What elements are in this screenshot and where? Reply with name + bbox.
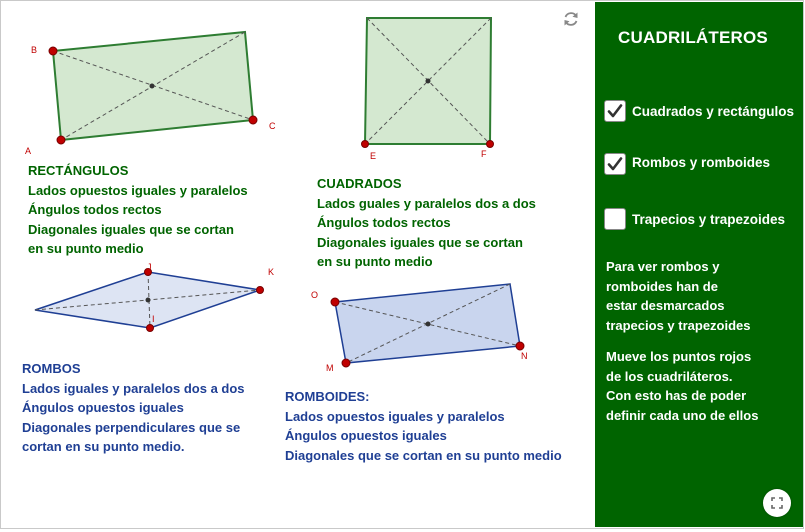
checkbox-rombos-romboides[interactable] <box>604 153 626 175</box>
rombos-heading: ROMBOS <box>22 361 81 376</box>
note-line: estar desmarcados <box>606 298 725 313</box>
check-icon <box>606 102 624 120</box>
point-c[interactable] <box>249 116 257 124</box>
rectangulos-line: Lados opuestos iguales y paralelos <box>28 182 248 198</box>
point-n[interactable] <box>516 342 524 350</box>
checkbox-cuadrados-rectangulos[interactable] <box>604 100 626 122</box>
rombos-block <box>22 359 245 457</box>
rectangulos-line: en su punto medio <box>28 241 144 256</box>
romboides-line: Lados opuestos iguales y paralelos <box>285 408 505 424</box>
label-f: F <box>481 149 487 159</box>
geometry-canvas[interactable] <box>5 2 593 527</box>
fullscreen-button[interactable] <box>763 489 791 517</box>
label-o: O <box>311 290 319 300</box>
romboides-heading: ROMBOIDES: <box>285 389 370 404</box>
checkbox-label[interactable]: Rombos y romboides <box>632 155 771 170</box>
point-k[interactable] <box>257 287 264 294</box>
fullscreen-icon <box>763 489 791 517</box>
point-m[interactable] <box>342 359 350 367</box>
rectangle-figure <box>53 32 253 140</box>
panel-note-1 <box>606 257 751 335</box>
rectangulos-line: Ángulos todos rectos <box>28 202 162 217</box>
label-a: A <box>25 146 32 156</box>
note-line: Con esto has de poder <box>606 388 747 403</box>
note-line: romboides han de <box>606 278 718 294</box>
label-e: E <box>370 151 377 161</box>
point-b[interactable] <box>49 47 57 55</box>
point-o[interactable] <box>331 298 339 306</box>
checkbox-label[interactable]: Trapecios y trapezoides <box>632 212 786 227</box>
square-figure <box>365 18 491 144</box>
note-line: definir cada uno de ellos <box>606 407 759 423</box>
cuadrados-heading: CUADRADOS <box>317 176 402 191</box>
rectangulos-block <box>28 161 248 259</box>
checkbox-trapecios-trapezoides[interactable] <box>604 208 626 230</box>
point-a[interactable] <box>57 136 65 144</box>
cuadrados-line: Lados guales y paralelos dos a dos <box>317 195 536 211</box>
cuadrados-block <box>317 174 536 272</box>
rectangulos-line: Diagonales iguales que se cortan <box>28 221 234 237</box>
romboides-block <box>285 387 562 465</box>
note-line: trapecios y trapezoides <box>606 317 751 333</box>
label-k: K <box>268 267 275 277</box>
point-e[interactable] <box>362 141 369 148</box>
label-b: B <box>31 45 38 55</box>
rhomboid-figure <box>335 284 520 363</box>
rombos-line: cortan en su punto medio. <box>22 439 185 454</box>
label-m: M <box>326 363 334 373</box>
rombos-line: Lados iguales y paralelos dos a dos <box>22 380 245 396</box>
panel-title: CUADRILÁTEROS <box>618 28 768 47</box>
cuadrados-line: Ángulos todos rectos <box>317 215 451 230</box>
romboides-line: Diagonales que se cortan en su punto medio <box>285 447 562 463</box>
point-f[interactable] <box>487 141 494 148</box>
rombos-line: Ángulos opuestos iguales <box>22 400 184 415</box>
note-line: Para ver rombos y <box>606 259 720 274</box>
romboides-line: Ángulos opuestos iguales <box>285 428 447 443</box>
panel-note-2 <box>606 347 758 425</box>
label-n: N <box>521 351 528 361</box>
cuadrados-line: Diagonales iguales que se cortan <box>317 234 523 250</box>
reset-icon[interactable] <box>562 10 580 33</box>
note-line: Mueve los puntos rojos <box>606 349 752 364</box>
rectangulos-heading: RECTÁNGULOS <box>28 163 129 178</box>
checkbox-label[interactable]: Cuadrados y rectángulos <box>632 104 795 119</box>
label-i: I <box>152 314 155 324</box>
rombos-line: Diagonales perpendiculares que se <box>22 419 241 435</box>
label-j: J <box>147 262 152 272</box>
cuadrados-line: en su punto medio <box>317 254 433 269</box>
check-icon <box>606 155 624 173</box>
note-line: de los cuadriláteros. <box>606 368 733 384</box>
control-panel <box>595 2 803 527</box>
rhombus-figure <box>35 272 260 328</box>
point-i[interactable] <box>147 325 154 332</box>
label-c: C <box>269 121 276 131</box>
